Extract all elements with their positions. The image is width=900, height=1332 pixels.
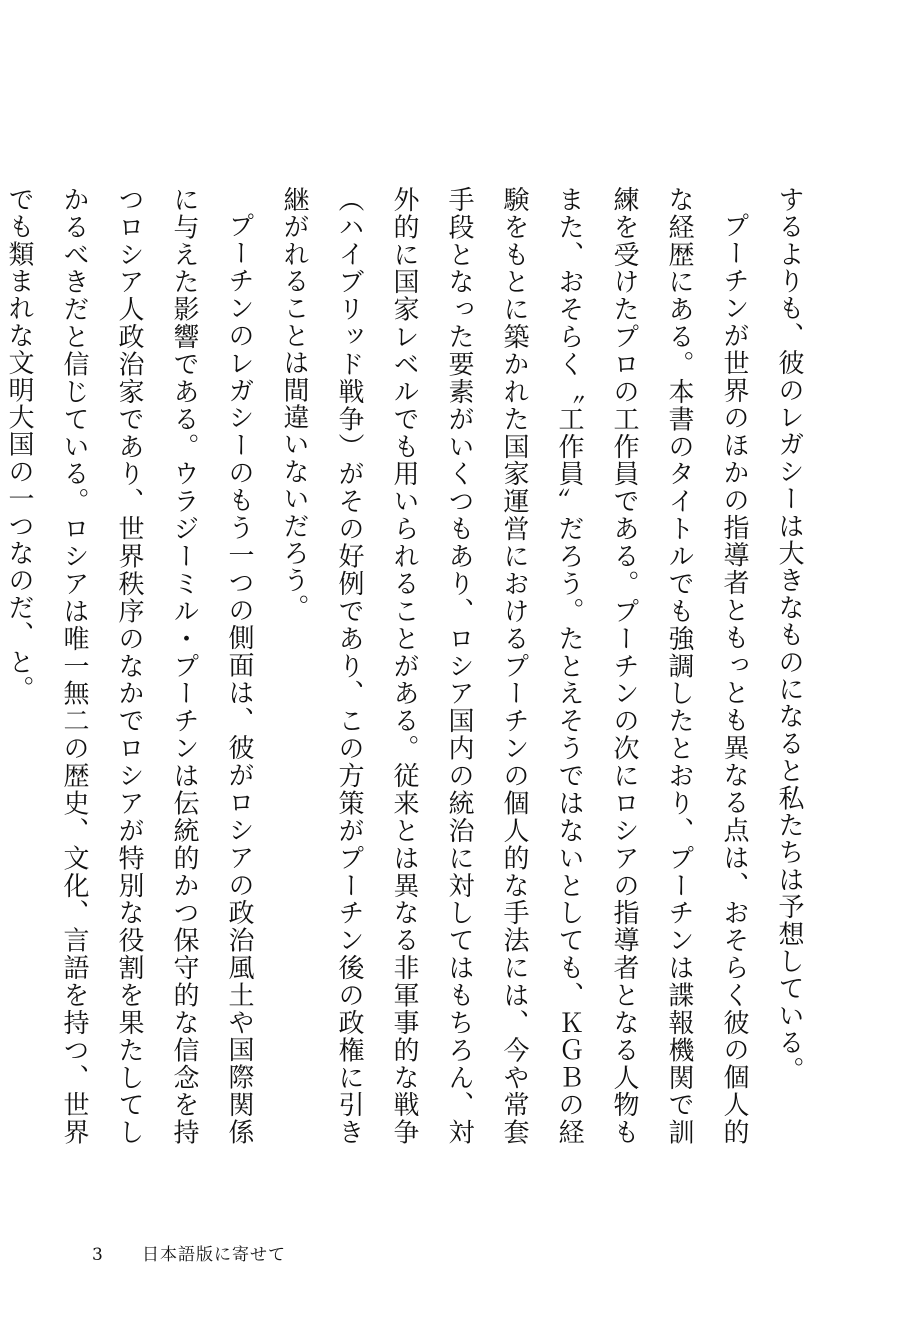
paragraph-3: プーチンのレガシーのもう一つの側面は、彼がロシアの政治風土や国際関係に与えた影響である。ウラジーミル・プーチンは伝統的かつ保守的な信念を持つロシア人政治家であり、世界秩序のなかでロシアが特別な役割を果たしてしかるべきだと信じている。ロシアは唯一無二の歴史、文化、言語を持つ、世界でも類まれな文明大国の一つなのだ、と。 (4, 186, 254, 1146)
page-number: 3 (92, 1245, 103, 1265)
paragraph-1: するよりも、彼のレガシーは大きなものになると私たちは予想している。 (774, 186, 804, 1084)
running-head: 日本語版に寄せて (142, 1245, 286, 1265)
paragraph-2: プーチンが世界のほかの指導者ともっとも異なる点は、おそらく彼の個人的な経歴にある。本書のタイトルでも強調したとおり、プーチンは諜報機関で訓練を受けたプロの工作員である。プーチンの次にロシアの指導者となる人物もまた、おそらく〝工作員〟だろう。たとえそうではないとしても、ＫＧＢの経験をもとに築かれた国家運営におけるプーチンの個人的な手法には、今や常套手段となった要素がいくつもあり、ロシア国内の統治に対してはもちろん、対外的に国家レベルでも用いられることがある。従来とは異なる非軍事的な戦争（ハイブリッド戦争）がその好例であり、この方策がプーチン後の政権に引き継がれることは間違いないだろう。 (279, 186, 749, 1146)
page-footer (92, 1240, 286, 1265)
vertical-text-body (4, 186, 816, 1146)
